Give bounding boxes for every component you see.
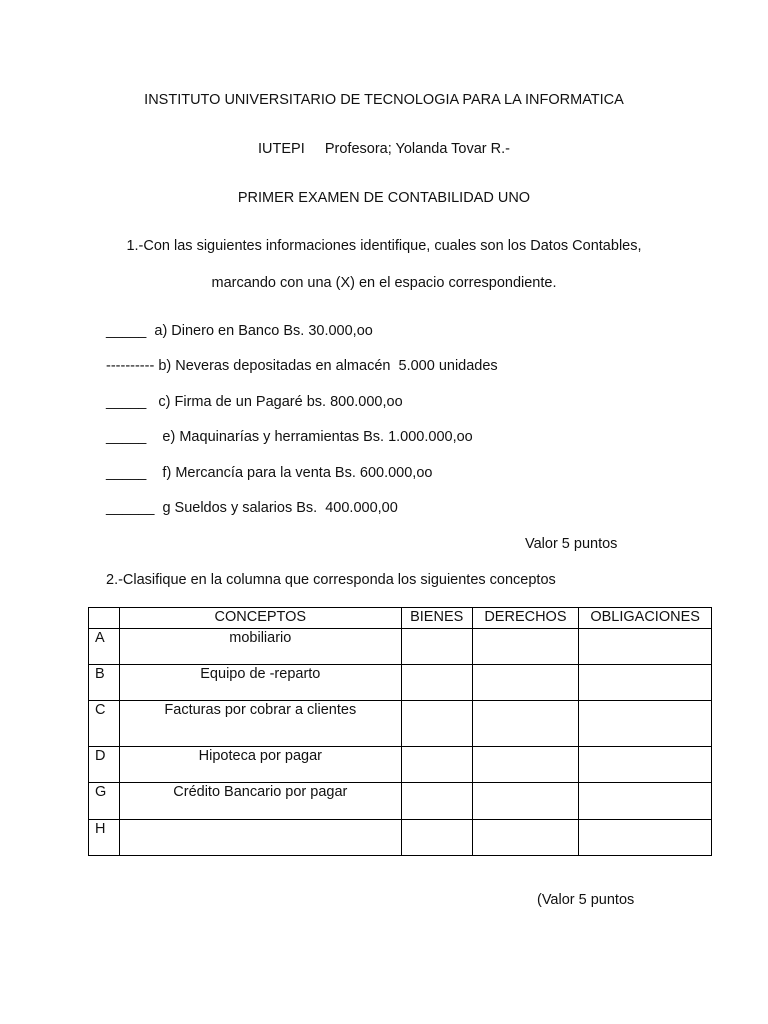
cell-derechos[interactable] bbox=[472, 701, 579, 747]
question-1-text-line-2: marcando con una (X) en el espacio correspondiente. bbox=[211, 275, 557, 291]
cell-bienes[interactable] bbox=[401, 783, 472, 820]
table-row bbox=[89, 701, 712, 747]
table-row bbox=[89, 747, 712, 783]
row-letter: G bbox=[89, 783, 120, 820]
institute-name: INSTITUTO UNIVERSITARIO DE TECNOLOGIA PARA LA INFORMATICA bbox=[144, 92, 624, 108]
cell-derechos[interactable] bbox=[472, 629, 579, 665]
row-concept: Hipoteca por pagar bbox=[119, 747, 401, 783]
cell-derechos[interactable] bbox=[472, 665, 579, 701]
table-row bbox=[89, 665, 712, 701]
cell-bienes[interactable] bbox=[401, 665, 472, 701]
cell-obligaciones[interactable] bbox=[579, 701, 712, 747]
question-1-item-b: ---------- b) Neveras depositadas en almacén 5.000 unidades bbox=[106, 358, 498, 374]
header-conceptos: CONCEPTOS bbox=[119, 608, 401, 629]
cell-derechos[interactable] bbox=[472, 820, 579, 856]
table-row bbox=[89, 783, 712, 820]
cell-bienes[interactable] bbox=[401, 629, 472, 665]
header-letter bbox=[89, 608, 120, 629]
question-1-value: Valor 5 puntos bbox=[525, 536, 618, 552]
table-row bbox=[89, 820, 712, 856]
row-concept: mobiliario bbox=[119, 629, 401, 665]
header-bienes: BIENES bbox=[401, 608, 472, 629]
cell-bienes[interactable] bbox=[401, 747, 472, 783]
cell-obligaciones[interactable] bbox=[579, 783, 712, 820]
question-2-value: (Valor 5 puntos bbox=[537, 892, 635, 908]
row-letter: H bbox=[89, 820, 120, 856]
row-letter: B bbox=[89, 665, 120, 701]
row-concept: Equipo de -reparto bbox=[119, 665, 401, 701]
question-1-text-line-1: 1.-Con las siguientes informaciones identifique, cuales son los Datos Contables, bbox=[126, 238, 642, 254]
question-2-prompt: 2.-Clasifique en la columna que corresponda los siguientes conceptos bbox=[106, 572, 556, 588]
header-derechos: DERECHOS bbox=[472, 608, 579, 629]
question-1-item-g: ______ g Sueldos y salarios Bs. 400.000,00 bbox=[106, 500, 398, 516]
cell-obligaciones[interactable] bbox=[579, 665, 712, 701]
header-obligaciones: OBLIGACIONES bbox=[579, 608, 712, 629]
cell-obligaciones[interactable] bbox=[579, 629, 712, 665]
question-1-item-f: _____ f) Mercancía para la venta Bs. 600.000,oo bbox=[106, 465, 433, 481]
classification-table bbox=[88, 607, 712, 856]
row-letter: D bbox=[89, 747, 120, 783]
question-1-item-e: _____ e) Maquinarías y herramientas Bs. 1.000.000,oo bbox=[106, 429, 473, 445]
question-1-item-a: _____ a) Dinero en Banco Bs. 30.000,oo bbox=[106, 323, 373, 339]
exam-title: PRIMER EXAMEN DE CONTABILIDAD UNO bbox=[237, 190, 531, 206]
row-concept: Crédito Bancario por pagar bbox=[119, 783, 401, 820]
cell-bienes[interactable] bbox=[401, 820, 472, 856]
row-letter: A bbox=[89, 629, 120, 665]
cell-obligaciones[interactable] bbox=[579, 747, 712, 783]
table-header-row bbox=[89, 608, 712, 629]
row-concept: Facturas por cobrar a clientes bbox=[119, 701, 401, 747]
cell-obligaciones[interactable] bbox=[579, 820, 712, 856]
cell-derechos[interactable] bbox=[472, 747, 579, 783]
question-1-item-c: _____ c) Firma de un Pagaré bs. 800.000,oo bbox=[106, 394, 403, 410]
table-row bbox=[89, 629, 712, 665]
cell-bienes[interactable] bbox=[401, 701, 472, 747]
row-letter: C bbox=[89, 701, 120, 747]
cell-derechos[interactable] bbox=[472, 783, 579, 820]
row-concept bbox=[119, 820, 401, 856]
course-teacher-line: IUTEPI Profesora; Yolanda Tovar R.- bbox=[258, 141, 510, 157]
